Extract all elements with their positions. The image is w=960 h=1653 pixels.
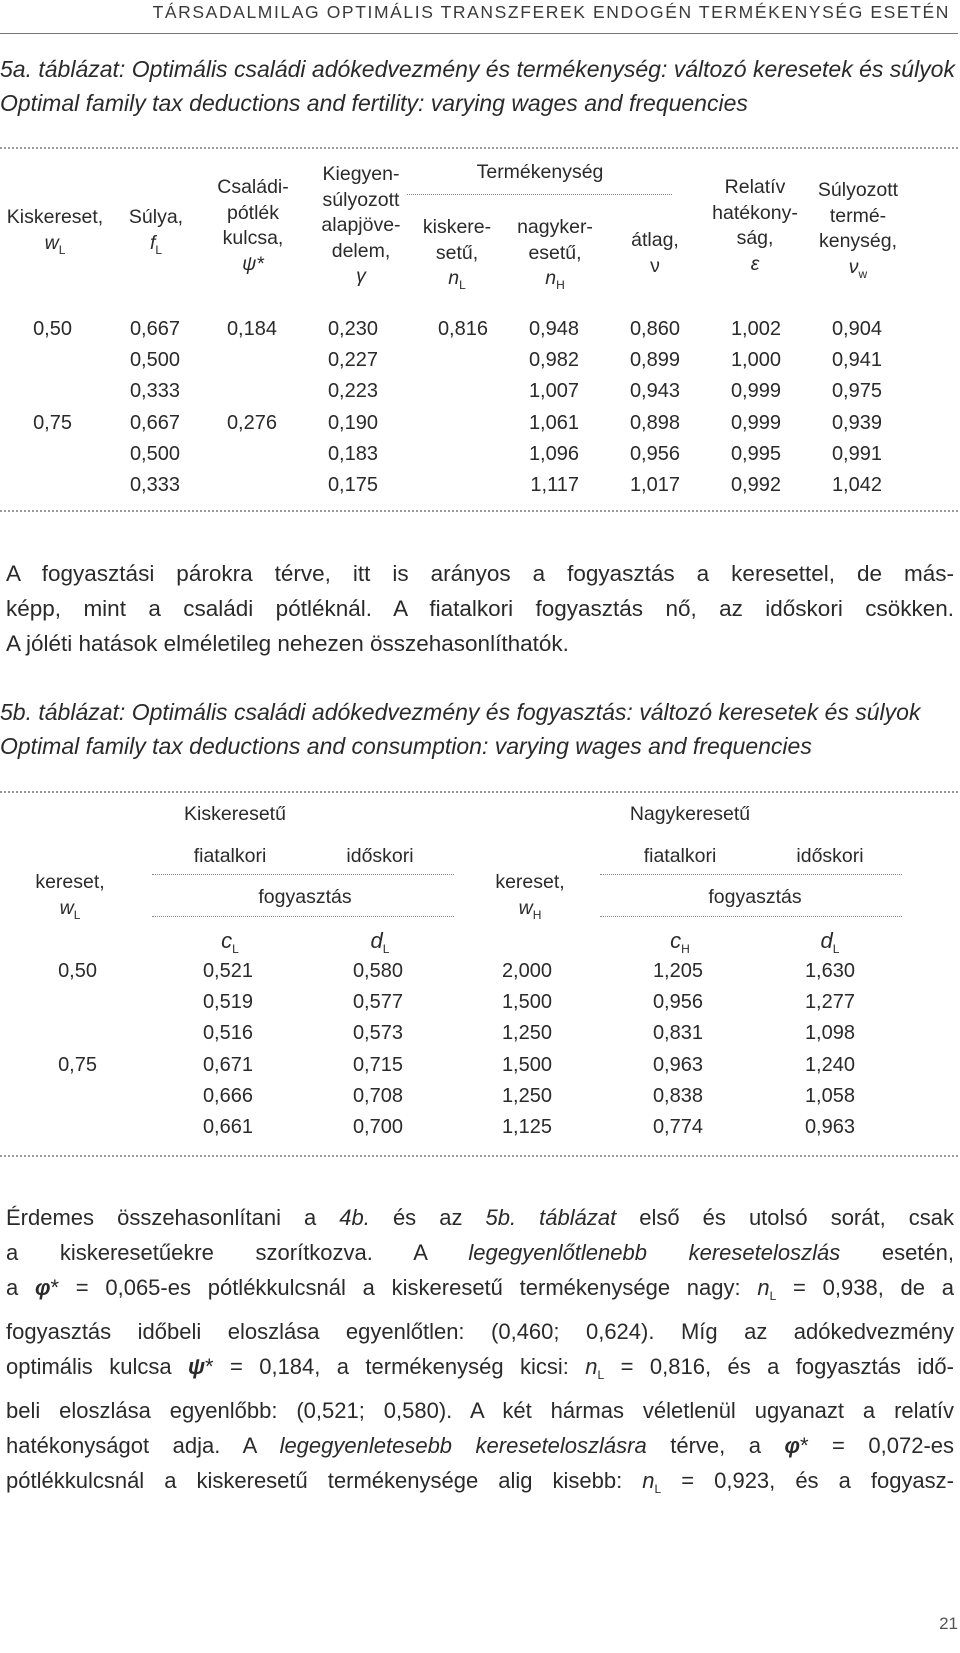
p2-line-5: optimális kulcsa ψ* = 0,184, a termékenység kicsi: $n_L = 0,816$, és a fogyasztás idő- [6, 1354, 954, 1382]
table-5a-cell-nu: 0,898 [629, 411, 680, 434]
p2-line-7: hatékonyságot adja. A legegyenletesebb kereseteloszlásra térve, a φ* = 0,072-es [6, 1433, 955, 1458]
header-termekenyseg: Termékenység [476, 161, 604, 183]
table-5b-cell-dL: 0,715 [352, 1053, 403, 1076]
table-5b-cell-dH: 0,963 [804, 1116, 855, 1138]
table-5a-cell-nH: 1,007 [528, 380, 579, 403]
header-sulya: Súlya, $f_L$ [128, 206, 184, 257]
table-5b-cell-wH: 1,250 [501, 1022, 552, 1045]
header-fiatalkori-H: fiatalkori [643, 845, 717, 867]
table-5a-cell-f: 0,333 [129, 380, 180, 403]
table-5a-cell-f: 0,333 [129, 474, 180, 496]
table-5a-cell-nu: 0,943 [629, 380, 680, 403]
header-dH: $d_L$ [820, 928, 840, 956]
table-5a-cell-eps: 0,999 [730, 380, 781, 403]
table-5a-cell-gamma: 0,175 [327, 474, 378, 496]
header-kereset-wL: kereset, $w_L$ [35, 871, 105, 922]
table-5a-cell-psi: 0,184 [226, 318, 277, 340]
table-5a-cell-gamma: 0,223 [327, 380, 378, 403]
header-idoskori-H: időskori [796, 845, 864, 867]
table-5a-cell-nH: 1,096 [528, 442, 579, 465]
table-5b-cell-wH: 1,250 [501, 1084, 552, 1107]
header-csaladi: Családi- pótlék kulcsa, ψ* [217, 176, 289, 275]
table-5b-cell-wH: 1,500 [501, 1053, 552, 1076]
table-5a-cell-eps: 0,992 [730, 474, 781, 496]
table-5a-caption-en: Optimal family tax deductions and fertility: varying wages and frequencies [0, 90, 748, 116]
table-5b-cell-cL: 0,671 [202, 1053, 253, 1076]
p2-line-4: fogyasztás időbeli eloszlása egyenlőtlen: (0,460; 0,624). Míg az adókedvezmény [6, 1319, 954, 1344]
table-5a-cell-eps: 1,000 [730, 349, 781, 372]
header-atlag: átlag, ν [631, 229, 679, 277]
table-5b-cell-cL: 0,661 [202, 1116, 253, 1138]
table-5a-cell-f: 0,500 [129, 349, 180, 372]
table-5b-cell-cH: 0,831 [652, 1022, 703, 1045]
table-5b-cell-dH: 1,240 [804, 1053, 855, 1076]
table-5a-cell-nL: 0,816 [437, 318, 488, 340]
table-5a-cell-nH: 1,117 [530, 474, 579, 496]
header-fogyasztas-L: fogyasztás [258, 886, 352, 908]
paragraph-2 [6, 1200, 954, 1507]
table-5b-cell-dH: 1,058 [804, 1084, 855, 1107]
table-5b-cell-wL: 0,75 [58, 1053, 97, 1076]
table-5b-cell-cH: 1,205 [652, 960, 703, 982]
header-nagykeresetu-n: nagyker- esetű, $n_H$ [517, 216, 593, 292]
table-5a-cell-nuw: 0,939 [831, 411, 882, 434]
table-5a-cell-eps: 0,999 [730, 411, 781, 434]
header-fogyasztas-H: fogyasztás [708, 886, 802, 908]
header-kiskeresetu: Kiskeresetű [184, 803, 286, 825]
fogyasztas-L-line [152, 916, 454, 917]
p2-line-6: beli eloszlása egyenlőbb: (0,521; 0,580). A két hármas véletlenül ugyanazt a relatív [6, 1398, 954, 1423]
table-5b-cell-dH: 1,630 [804, 960, 855, 982]
table-5b-cell-dH: 1,098 [804, 1022, 855, 1045]
table-5a-caption-hu: 5a. táblázat: Optimális családi adókedvezmény és termékenység: változó keresetek és súlyok [0, 56, 955, 82]
table-5a-cell-nH: 0,982 [528, 349, 579, 372]
table-5a-cell-f: 0,667 [129, 411, 180, 434]
table-5b-bottom-rule [0, 1155, 958, 1157]
fogyasztas-H-line [600, 916, 902, 917]
table-5b-cell-cH: 0,963 [652, 1053, 703, 1076]
table-5a-cell-eps: 1,002 [730, 318, 781, 340]
header-relativ: Relatív hatékony- ság, ε [712, 176, 798, 275]
table-5a-cell-psi: 0,276 [226, 411, 277, 434]
table-5a-top-rule [0, 147, 958, 149]
table-5a-cell-nu: 1,017 [629, 474, 680, 496]
table-5b-cell-cH: 0,774 [652, 1116, 703, 1138]
table-5a-cell-nuw: 0,991 [831, 442, 882, 465]
table-5b-cell-cL: 0,519 [202, 991, 253, 1014]
table-5a-cell-gamma: 0,230 [327, 318, 378, 340]
table-5b-cell-cH: 0,838 [652, 1084, 703, 1107]
header-dL: $d_L$ [370, 928, 390, 956]
table-5b-cell-dH: 1,277 [804, 991, 855, 1014]
table-5a-cell-nH: 0,948 [528, 318, 579, 340]
table-5b-cell-dL: 0,700 [352, 1116, 403, 1138]
table-5b-cell-dL: 0,708 [352, 1084, 403, 1107]
table-5b-cell-wH: 2,000 [501, 960, 552, 982]
table-5b-cell-dL: 0,573 [352, 1022, 403, 1045]
header-nagykeresetu: Nagykeresetű [629, 803, 751, 825]
header-idoskori-L: időskori [346, 845, 414, 867]
table-5a-cell-nu: 0,956 [629, 442, 680, 465]
table-5b-cell-wL: 0,50 [58, 960, 97, 982]
table-5b-cell-dL: 0,580 [352, 960, 403, 982]
termekenyseg-span-line [407, 194, 672, 195]
table-5a-cell-nuw: 0,975 [831, 380, 882, 403]
fiatal-idos-H-line [600, 874, 902, 875]
table-5b-caption-hu: 5b. táblázat: Optimális családi adókedvezmény és fogyasztás: változó keresetek és súlyok [0, 699, 921, 725]
table-5b-cell-cL: 0,516 [202, 1022, 253, 1045]
p2-line-3: a φ* = 0,065-es pótlékkulcsnál a kiskeresetű termékenysége nagy: $n_L = 0,938$, de a [6, 1275, 955, 1303]
table-5a-cell-gamma: 0,227 [327, 349, 378, 372]
header-cH: $c_H$ [670, 928, 690, 956]
table-5b-caption-en: Optimal family tax deductions and consumption: varying wages and frequencies [0, 733, 812, 759]
header-sulyozott: Súlyozott termé- kenység, $\nu_w$ [817, 179, 899, 281]
table-5a-cell-gamma: 0,183 [327, 442, 378, 465]
table-5a-cell-nH: 1,061 [528, 411, 579, 434]
p2-line-1: Érdemes összehasonlítani a 4b. és az 5b. táblázat első és utolsó sorát, csak [6, 1205, 954, 1230]
table-5a-cell-nuw: 1,042 [831, 474, 882, 496]
header-rule [0, 33, 958, 34]
table-5b-cell-cL: 0,521 [202, 960, 253, 982]
table-5a-cell-eps: 0,995 [730, 442, 781, 465]
table-5b-cell-wH: 1,500 [501, 991, 552, 1014]
table-5a-cell-f: 0,500 [129, 442, 180, 465]
table-5a-cell-f: 0,667 [129, 318, 180, 340]
table-5a-bottom-rule [0, 510, 958, 512]
running-header: TÁRSADALMILAG OPTIMÁLIS TRANSZFEREK ENDOGÉN TERMÉKENYSÉG ESETÉN [152, 2, 950, 22]
p2-line-8: pótlékkulcsnál a kiskeresetű termékenysége alig kisebb: $n_L = 0,923$, és a fogyasz- [6, 1468, 954, 1496]
paragraph-1: A fogyasztási párokra térve, itt is arányos a fogyasztás a keresettel, de más- képp, mint a családi pótléknál. A fiatalkori fogyasztás nő, az időskori csökken. A jóléti hatások elméletileg nehezen összehasonlíthatók. [6, 561, 954, 656]
header-fiatalkori-L: fiatalkori [193, 845, 267, 867]
header-kiegyenlitett: Kiegyen- súlyozott alapjöve- delem, γ [321, 163, 401, 287]
header-kiskereset: Kiskereset, $w_L$ [6, 206, 104, 257]
header-kereset-wH: kereset, $w_H$ [495, 871, 565, 922]
table-5a-cell-nu: 0,860 [629, 318, 680, 340]
table-5b-cell-dL: 0,577 [352, 991, 403, 1014]
table-5b-top-rule [0, 791, 958, 793]
table-5b-cell-wH: 1,125 [501, 1116, 552, 1138]
table-5a-cell-nu: 0,899 [629, 349, 680, 372]
fiatal-idos-L-line [152, 874, 454, 875]
table-5a-cell-gamma: 0,190 [327, 411, 378, 434]
page-number: 21 [939, 1614, 958, 1633]
table-5b-cell-cH: 0,956 [652, 991, 703, 1014]
header-cL: $c_L$ [221, 928, 239, 956]
table-5a-cell-w: 0,75 [33, 411, 72, 434]
table-5a-cell-nuw: 0,941 [831, 349, 882, 372]
p2-line-2: a kiskeresetűekre szorítkozva. A legegyenlőtlenebb kereseteloszlás esetén, [6, 1240, 954, 1265]
table-5a-cell-nuw: 0,904 [831, 318, 882, 340]
table-5b-cell-cL: 0,666 [202, 1084, 253, 1107]
header-kiskeresetu-n: kiskere- setű, $n_L$ [422, 216, 492, 292]
table-5a-cell-w: 0,50 [33, 318, 72, 340]
